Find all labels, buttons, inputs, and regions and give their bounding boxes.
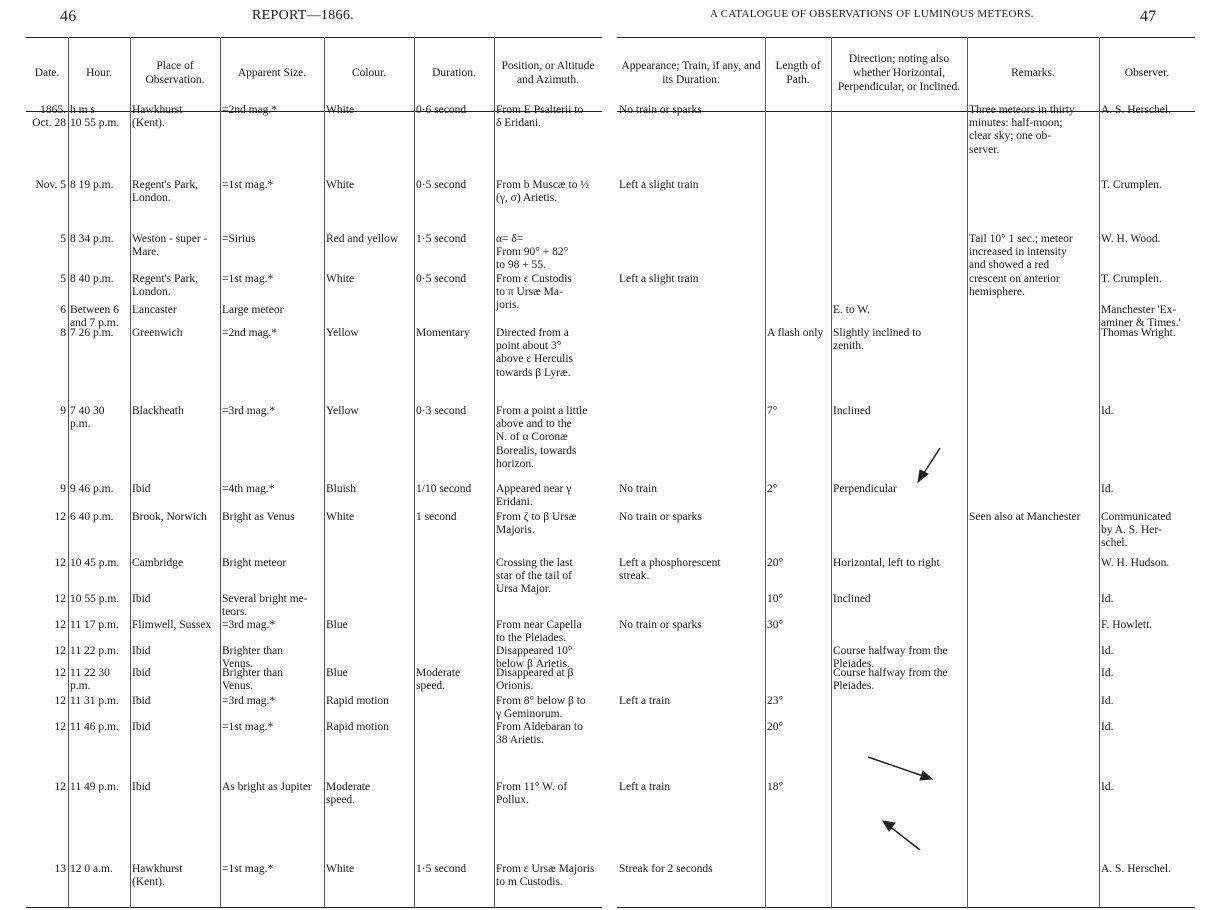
cell-date: 5 <box>60 273 66 285</box>
cell-position: From ζ to β Ursæ Majoris. <box>496 511 577 537</box>
cell-hour: 11 49 p.m. <box>70 781 119 793</box>
cell-direction: Slightly inclined to zenith. <box>833 327 922 353</box>
cell-date: 12 <box>54 619 66 631</box>
cell-size: Several bright me- teors. <box>222 593 308 619</box>
cell-date: 6 <box>60 304 66 316</box>
cell-colour: White <box>326 273 355 285</box>
cell-direction: Inclined <box>833 405 871 417</box>
cell-observer: Id. <box>1101 721 1114 733</box>
cell-place: Ibid <box>132 645 151 657</box>
cell-length: 30° <box>767 619 784 631</box>
arrow-right-icon <box>868 757 932 780</box>
cell-date: 12 <box>54 593 66 605</box>
cell-place: Ibid <box>132 483 151 495</box>
cell-observer: A. S. Herschel. <box>1101 104 1171 116</box>
cell-date: 12 <box>54 511 66 523</box>
cell-length: 2° <box>767 483 778 495</box>
cell-remarks: Three meteors in thirty minutes: half-moon; clear sky; one ob- server. <box>969 104 1075 156</box>
cell-hour: 12 0 a.m. <box>70 863 113 875</box>
cell-hour: 6 40 p.m. <box>70 511 114 523</box>
cell-place: Hawkhurst (Kent). <box>132 863 183 889</box>
cell-direction: Course halfway from the Pleiades. <box>833 667 948 693</box>
cell-date: 5 <box>60 233 66 245</box>
cell-place: Ibid <box>132 781 151 793</box>
cell-date: 13 <box>54 863 66 875</box>
cell-position: From a point a little above and to the N. of α Coronæ Borealis, towards horizon. <box>496 405 588 470</box>
cell-position: Disappeared at β Orionis. <box>496 667 574 693</box>
cell-date: 12 <box>54 721 66 733</box>
cell-observer: T. Crumplen. <box>1101 273 1162 285</box>
cell-date: 12 <box>54 645 66 657</box>
right-running-title: A CATALOGUE OF OBSERVATIONS OF LUMINOUS METEORS. <box>710 8 1034 20</box>
cell-length: A flash only <box>767 327 824 339</box>
cell-size: =4th mag.* <box>222 483 275 495</box>
cell-colour: Blue <box>326 619 348 631</box>
cell-hour: 7 40 30 p.m. <box>70 405 105 431</box>
cell-place: Regent's Park, London. <box>132 273 198 299</box>
cell-direction: Horizontal, left to right <box>833 557 940 569</box>
cell-size: =1st mag.* <box>222 721 274 733</box>
cell-observer: Id. <box>1101 483 1114 495</box>
cell-size: =3rd mag.* <box>222 405 276 417</box>
cell-hour: 8 34 p.m. <box>70 233 114 245</box>
cell-date: 12 <box>54 667 66 679</box>
cell-size: =Sirius <box>222 233 256 245</box>
cell-hour: 11 22 p.m. <box>70 645 119 657</box>
cell-observer: Thomas Wright. <box>1101 327 1176 339</box>
column-header-position: Position, or Altitude and Azimuth. <box>501 60 595 86</box>
column-header-size: Apparent Size. <box>237 67 307 80</box>
cell-duration: 0·5 second <box>416 179 467 191</box>
cell-place: Cambridge <box>132 557 184 569</box>
cell-colour: Bluish <box>326 483 357 495</box>
cell-date: 12 <box>54 781 66 793</box>
cell-size: Large meteor <box>222 304 284 316</box>
arrow-up-left-icon <box>883 821 920 850</box>
cell-place: Blackheath <box>132 405 184 417</box>
cell-appearance: Left a phosphorescent streak. <box>619 557 721 583</box>
cell-size: Brighter than Venus. <box>222 645 283 671</box>
cell-direction: E. to W. <box>833 304 871 316</box>
cell-observer: Id. <box>1101 405 1114 417</box>
cell-appearance: Streak for 2 seconds <box>619 863 713 875</box>
cell-hour: 9 46 p.m. <box>70 483 114 495</box>
cell-size: =1st mag.* <box>222 863 274 875</box>
cell-hour: 10 55 p.m. <box>70 593 120 605</box>
cell-observer: W. H. Wood. <box>1101 233 1161 245</box>
cell-colour: White <box>326 104 355 116</box>
cell-size: =1st mag.* <box>222 179 274 191</box>
column-header-hour: Hour. <box>86 67 112 80</box>
cell-hour: 8 40 p.m. <box>70 273 114 285</box>
cell-direction: Perpendicular <box>833 483 897 495</box>
cell-length: 7° <box>767 405 778 417</box>
cell-direction: Inclined <box>833 593 871 605</box>
cell-date: Nov. 5 <box>35 179 66 191</box>
column-header-colour: Colour. <box>351 67 387 80</box>
cell-size: =3rd mag.* <box>222 619 276 631</box>
cell-hour: 11 46 p.m. <box>70 721 119 733</box>
cell-length: 20° <box>767 557 784 569</box>
cell-duration: 1·5 second <box>416 863 467 875</box>
cell-appearance: Left a slight train <box>619 273 699 285</box>
cell-hour: 11 17 p.m. <box>70 619 119 631</box>
cell-colour: Moderate speed. <box>326 781 371 807</box>
cell-colour: White <box>326 179 355 191</box>
cell-duration: 1/10 second <box>416 483 472 495</box>
column-header-observer: Observer. <box>1124 67 1170 80</box>
cell-position: From ε Custodis to π Ursæ Ma- joris. <box>496 273 572 312</box>
cell-observer: A. S. Herschel. <box>1101 863 1171 875</box>
cell-observer: W. H. Hudson. <box>1101 557 1170 569</box>
cell-length: 18° <box>767 781 784 793</box>
cell-hour: Between 6 and 7 p.m. <box>70 304 119 330</box>
column-header-place: Place of Observation. <box>145 60 205 86</box>
cell-position: From E Psalterii to δ Eridani. <box>496 104 584 130</box>
cell-size: As bright as Jupiter <box>222 781 312 793</box>
cell-colour: Blue <box>326 667 348 679</box>
cell-colour: White <box>326 511 355 523</box>
cell-appearance: No train or sparks <box>619 619 702 631</box>
cell-colour: Red and yellow <box>326 233 399 245</box>
cell-place: Lancaster <box>132 304 177 316</box>
cell-appearance: No train <box>619 483 658 495</box>
cell-position: From 11° W. of Pollux. <box>496 781 568 807</box>
left-running-title: REPORT—1866. <box>252 8 354 23</box>
cell-colour: Yellow <box>326 327 359 339</box>
cell-length: 10° <box>767 593 784 605</box>
cell-direction: Course halfway from the Pleiades. <box>833 645 948 671</box>
cell-date: 12 <box>54 557 66 569</box>
cell-observer: F. Howlett. <box>1101 619 1153 631</box>
cell-appearance: No train or sparks <box>619 104 702 116</box>
cell-position: Directed from a point about 3° above ε Herculis towards β Lyræ. <box>496 327 573 379</box>
cell-duration: Moderate speed. <box>416 667 461 693</box>
cell-appearance: Left a train <box>619 695 671 707</box>
arrow-down-left-icon <box>918 448 940 482</box>
cell-size: Bright meteor <box>222 557 287 569</box>
cell-position: Appeared near γ Eridani. <box>496 483 572 509</box>
cell-duration: 0·3 second <box>416 405 467 417</box>
cell-observer: Id. <box>1101 695 1114 707</box>
cell-observer: Id. <box>1101 593 1114 605</box>
cell-length: 20° <box>767 721 784 733</box>
cell-place: Ibid <box>132 695 151 707</box>
cell-hour: 10 45 p.m. <box>70 557 120 569</box>
cell-size: =2nd mag.* <box>222 104 278 116</box>
cell-position: From 8° below β to γ Geminorum. <box>496 695 586 721</box>
cell-hour: 8 19 p.m. <box>70 179 114 191</box>
column-header-length: Length of Path. <box>775 60 821 86</box>
cell-place: Greenwich <box>132 327 183 339</box>
cell-place: Hawkhurst (Kent). <box>132 104 183 130</box>
cell-position: From Aldebaran to 38 Arietis. <box>496 721 583 747</box>
cell-place: Ibid <box>132 721 151 733</box>
cell-appearance: Left a train <box>619 781 671 793</box>
cell-size: Bright as Venus <box>222 511 295 523</box>
cell-hour: 11 22 30 p.m. <box>70 667 110 693</box>
cell-duration: Momentary <box>416 327 470 339</box>
cell-observer: Id. <box>1101 645 1114 657</box>
cell-size: =3rd mag.* <box>222 695 276 707</box>
cell-observer: Manchester 'Ex- aminer & Times.' <box>1101 304 1181 330</box>
cell-hour: 11 31 p.m. <box>70 695 119 707</box>
column-header-appearance: Appearance; Train, if any, and its Duration. <box>621 60 761 86</box>
left-page-number: 46 <box>60 8 77 25</box>
cell-duration: 1·5 second <box>416 233 467 245</box>
cell-date: 1865. Oct. 28 <box>32 104 66 130</box>
cell-date: 9 <box>60 483 66 495</box>
cell-appearance: No train or sparks <box>619 511 702 523</box>
cell-duration: 0·6 second <box>416 104 467 116</box>
cell-position: From near Capella to the Pleiades. <box>496 619 582 645</box>
column-header-date: Date. <box>34 67 60 80</box>
cell-colour: White <box>326 863 355 875</box>
cell-position: α= δ= From 90° + 82° to 98 + 55. <box>496 233 569 272</box>
cell-place: Ibid <box>132 667 151 679</box>
cell-date: 9 <box>60 405 66 417</box>
cell-position: From b Muscæ to ½ (γ, σ) Arietis. <box>496 179 589 205</box>
cell-remarks: Seen also at Manchester <box>969 511 1081 523</box>
column-header-duration: Duration. <box>432 67 476 80</box>
cell-colour: Rapid motion <box>326 695 389 707</box>
cell-remarks: Tail 10° 1 sec.; meteor increased in intensity and showed a red crescent on anterior hemisphere. <box>969 233 1073 298</box>
cell-appearance: Left a slight train <box>619 179 699 191</box>
cell-duration: 0·5 second <box>416 273 467 285</box>
cell-date: 8 <box>60 327 66 339</box>
cell-place: Regent's Park, London. <box>132 179 198 205</box>
cell-place: Flimwell, Sussex <box>132 619 212 631</box>
cell-place: Weston - super - Mare. <box>132 233 208 259</box>
cell-size: =1st mag.* <box>222 273 274 285</box>
cell-observer: Communicated by A. S. Her- schel. <box>1101 511 1172 550</box>
cell-position: Disappeared 10° below β Arietis. <box>496 645 573 671</box>
cell-place: Brook, Norwich <box>132 511 207 523</box>
cell-colour: Rapid motion <box>326 721 389 733</box>
cell-observer: T. Crumplen. <box>1101 179 1162 191</box>
cell-observer: Id. <box>1101 667 1114 679</box>
cell-length: 23° <box>767 695 784 707</box>
cell-colour: Yellow <box>326 405 359 417</box>
column-header-direction: Direction; noting also whether Horizontal, Perpendicular, or Inclined. <box>837 53 961 93</box>
column-header-remarks: Remarks. <box>1011 67 1055 80</box>
cell-place: Ibid <box>132 593 151 605</box>
cell-hour: h m s 10 55 p.m. <box>70 104 120 130</box>
cell-hour: 7 26 p.m. <box>70 327 114 339</box>
cell-size: =2nd mag.* <box>222 327 278 339</box>
right-page-number: 47 <box>1140 8 1157 25</box>
cell-duration: 1 second <box>416 511 457 523</box>
cell-observer: Id. <box>1101 781 1114 793</box>
cell-date: 12 <box>54 695 66 707</box>
cell-position: From ε Ursæ Majoris to m Custodis. <box>496 863 595 889</box>
cell-size: Brighter than Venus. <box>222 667 283 693</box>
cell-position: Crossing the last star of the tail of Ursa Major. <box>496 557 573 596</box>
